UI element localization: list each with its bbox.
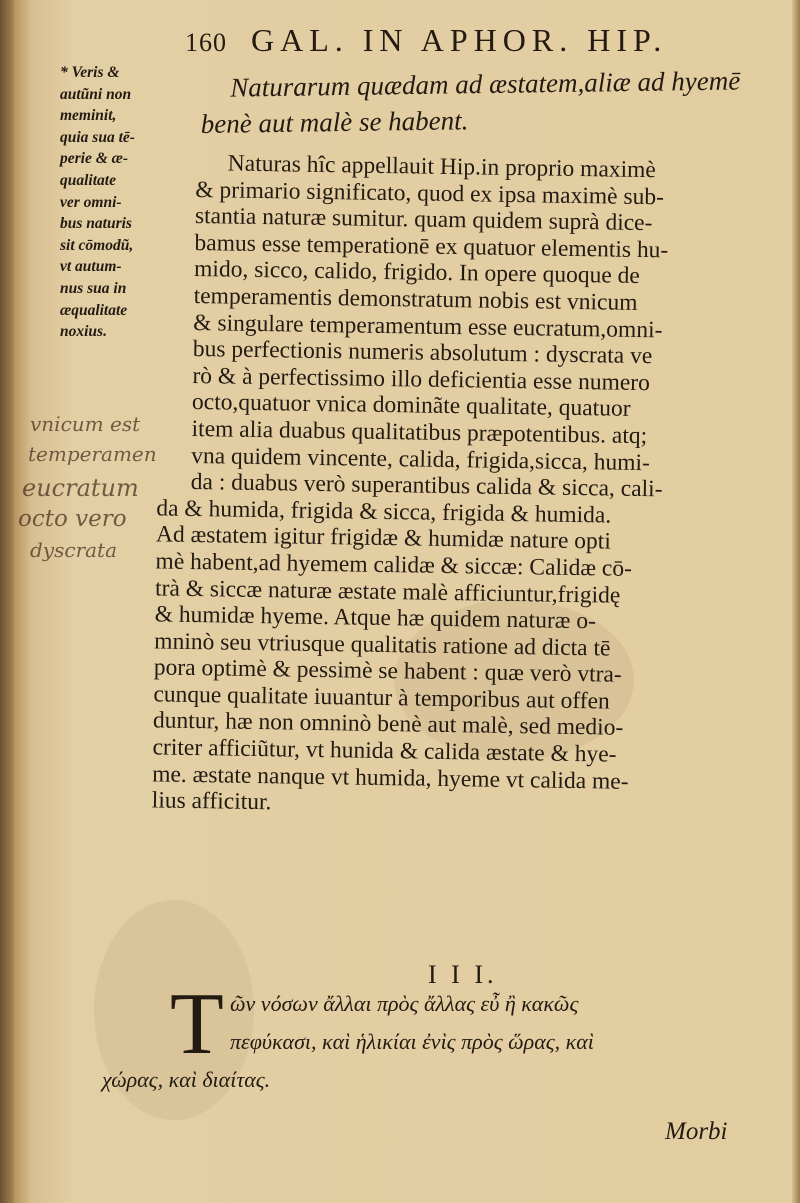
running-head xyxy=(185,22,667,59)
body-line: & primario significato, quod ex ipsa maximè sub- xyxy=(195,176,665,210)
section-number: I I I. xyxy=(428,960,498,989)
margin-line: ver omni- xyxy=(60,193,122,211)
margin-line: meminit, xyxy=(60,107,117,125)
body-line: da & humida, frigida & sicca, frigida & humida. xyxy=(156,495,612,529)
aphorism-line: Naturarum quædam ad æstatem,aliæ ad hyemē xyxy=(230,65,741,103)
margin-line: noxius. xyxy=(60,323,107,341)
body-line: cunque qualitate iuuantur à temporibus aut offen xyxy=(153,681,610,715)
body-line: pora optimè & pessimè se habent : quæ verò vtra- xyxy=(153,654,622,689)
handwritten-annotation: octo vero xyxy=(18,506,127,532)
margin-line: bus naturis xyxy=(60,215,132,233)
body-line: & humidæ hyeme. Atque hæ quidem naturæ o- xyxy=(154,601,597,635)
aphorism-text xyxy=(200,62,791,142)
running-title: GAL. IN APHOR. HIP. xyxy=(251,22,668,58)
body-line: stantia naturæ sumitur. quam quidem suprà dice- xyxy=(194,203,653,237)
body-line: me. æstate nanque vt humida, hyeme vt calida me- xyxy=(151,761,629,795)
body-line: temperamentis demonstratum nobis est vnicum xyxy=(193,282,638,316)
body-line: trà & siccæ naturæ æstate malè afficiuntur,frigidę xyxy=(154,574,621,609)
body-line: rò & à perfectissimo illo deficientia esse numero xyxy=(192,362,651,396)
margin-line: * Veris & xyxy=(60,64,120,81)
greek-line: χώρας, καὶ διαίτας. xyxy=(102,1067,271,1092)
page-edge xyxy=(792,0,800,1203)
body-line: vna quidem vincente, calida, frigida,sicca, humi- xyxy=(190,442,651,476)
margin-line: æqualitate xyxy=(60,301,128,319)
body-line: mido, sicco, calido, frigido. In opere quoque de xyxy=(193,256,641,290)
aphorism-line: benè aut malè se habent. xyxy=(200,105,469,139)
handwritten-annotation: temperamen xyxy=(28,442,157,466)
margin-line: sit cōmodũ, xyxy=(60,236,134,254)
body-line: bamus esse temperationē ex quatuor elementis hu- xyxy=(194,229,669,264)
margin-line: vt autum- xyxy=(60,258,122,276)
body-line: bus perfectionis numeris absolutum : dyscrata ve xyxy=(192,336,653,370)
commentary-body xyxy=(151,150,766,824)
body-line: lius afficitur. xyxy=(151,787,272,816)
margin-line: nus sua in xyxy=(60,279,127,297)
greek-line: πεφύκασι, καὶ ἡλικίαι ἐνὶς πρὸς ὥρας, καὶ xyxy=(230,1029,594,1054)
margin-line: quia sua tē- xyxy=(60,128,135,146)
handwritten-annotation: eucratum xyxy=(22,474,139,502)
greek-aphorism xyxy=(102,976,772,1099)
catchword: Morbi xyxy=(665,1118,728,1145)
body-line: duntur, hæ non omninò benè aut malè, sed medio- xyxy=(152,707,624,742)
book-gutter xyxy=(0,0,14,1203)
handwritten-annotation: vnicum est xyxy=(30,412,141,436)
body-line: item alia duabus qualitatibus præpotentibus. atq; xyxy=(191,415,648,450)
margin-line: autũni non xyxy=(60,85,132,103)
body-line: criter afficiũtur, vt hunida & calida æstate & hye- xyxy=(152,734,617,768)
body-line: Ad æstatem igitur frigidæ & humidæ nature opti xyxy=(155,521,612,555)
marginal-note xyxy=(60,62,195,343)
body-line: da : duabus verò superantibus calida & sicca, cali- xyxy=(190,469,663,503)
body-line: Naturas hîc appellauit Hip.in proprio maximè xyxy=(227,150,657,184)
margin-line: qualitate xyxy=(60,171,116,189)
body-line: & singulare temperamentum esse eucratum,omni- xyxy=(193,309,663,343)
page-number: 160 xyxy=(185,28,227,57)
margin-line: perie & æ- xyxy=(60,150,129,168)
drop-cap: T xyxy=(170,976,224,1073)
greek-line: ῶν νόσων ἄλλαι πρὸς ἄλλας εὖ ἢ κακῶς xyxy=(230,991,579,1016)
body-line: mninò seu vtriusque qualitatis ratione ad dicta tē xyxy=(154,628,611,662)
body-line: mè habent,ad hyemem calidæ & siccæ: Calidæ cō- xyxy=(155,548,633,582)
body-line: octo,quatuor vnica dominãte qualitate, quatuor xyxy=(191,389,631,423)
handwritten-annotation: dyscrata xyxy=(30,538,118,562)
